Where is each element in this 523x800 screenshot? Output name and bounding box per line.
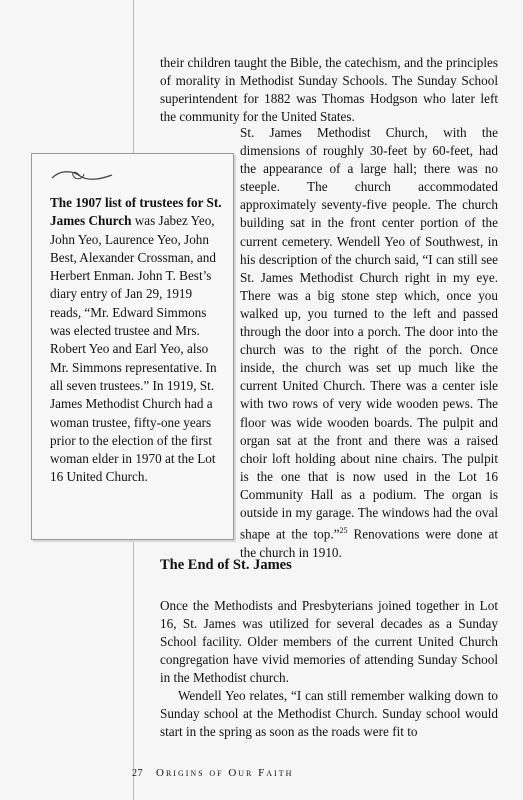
section-heading: The End of St. James xyxy=(160,557,292,573)
trustees-sidebar xyxy=(31,153,234,540)
page-number: 27 xyxy=(132,768,143,779)
paragraph-wendell-memory: Wendell Yeo relates, “I can still remember walking down to Sunday school at the Methodist Church. Sunday school would start in the spring as soon as the roads were fit to xyxy=(160,688,498,740)
footnote-marker: 25 xyxy=(339,526,348,536)
page-footer xyxy=(132,767,293,779)
paragraph-lead: St. James Methodist Church, xyxy=(240,125,428,140)
sidebar-text xyxy=(50,194,224,487)
paragraph-sunday-schools: their children taught the Bible, the catechism, and the principles of morality in Methodist Sunday Schools. The Sunday School superintendent for 1882 was Thomas Hodgson who later left the community for the United States. xyxy=(160,55,498,125)
paragraph-sunday-school-facility: Once the Methodists and Presbyterians joined together in Lot 16, St. James was utilized for several decades as a Sunday School facility. Older members of the current United Church congregation have vivid memories of attending Sunday School in the Methodist church. xyxy=(160,598,498,686)
paragraph-body: with the dimensions of roughly 30-feet by 60-feet, had the appearance of a large hall; there was no steeple. The church accommodated approximately seventy-five people. The church building sat in the front center portion of the current cemetery. Wendell Yeo of Southwest, in his description of the church said, “I can still see St. James Methodist Church right in my eye. There was a big stone step which, once you walked up, you turned to the left and passed through the door into a porch. The door into the church was to the right of the porch. Once inside, the church was set up much like the current United Church. There was a center isle with two rows of very wide wooden pews. The floor was wide wooden boards. The pulpit and organ sat at the front and there was a raised choir loft holding about nine chairs. The pulpit is the one that is now used in the Lot 16 Community Hall as a podium. The organ is outside in my garage. The windows had the oval shape at the top.” xyxy=(240,125,498,542)
sidebar-title: The 1907 list of trustees for St. James Church xyxy=(50,195,222,229)
paragraph-end: Renovations were done at the church in 1910. xyxy=(240,526,498,560)
book-title: Origins of Our Faith xyxy=(156,767,294,779)
decorative-swash-icon xyxy=(50,164,114,186)
sidebar-body: was Jabez Yeo, John Yeo, Laurence Yeo, John Best, Alexander Crossman, and Herbert Enman. John T. Best’s diary entry of Jan 29, 1919 reads, “Mr. Edward Simmons was elected trustee and Mrs. Robert Yeo and Earl Yeo, also Mr. Simmons representative. In all seven trustees.” In 1919, St. James Methodist Church had a woman trustee, fifty-one years prior to the election of the first woman elder in 1970 at the Lot 16 United Church. xyxy=(50,213,217,485)
